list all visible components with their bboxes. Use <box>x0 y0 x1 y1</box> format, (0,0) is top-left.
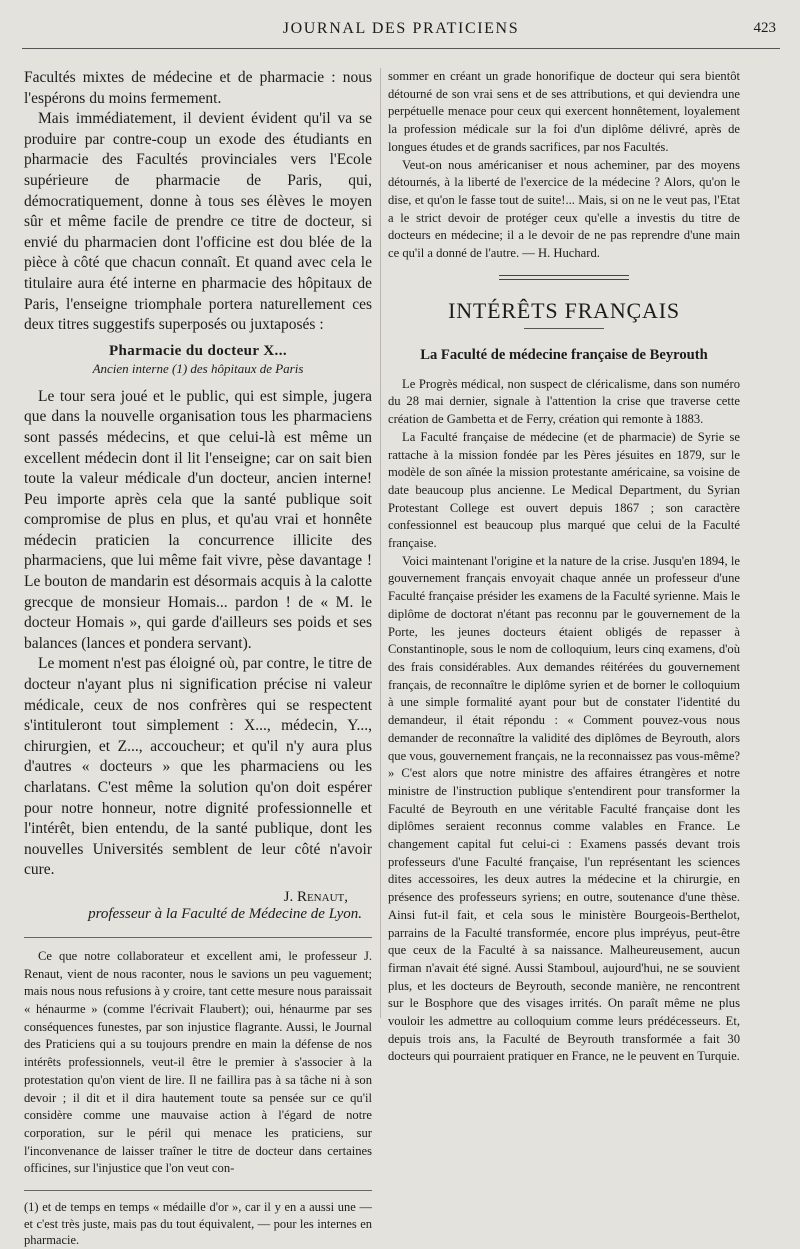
author-signature-name: J. Renaut, <box>283 888 348 905</box>
continuation-paragraph: sommer en créant un grade honorifique de docteur qui sera bientôt détourné de son vrai sens et de ses attributions, et qui deviendra une perpétuelle menace pour ceux qui exercent honnêtement, loyalement la profession médicale sur la foi d'un diplôme délivré, après de longues études et de grands sacrifices, par nos Facultés. <box>388 69 740 154</box>
editor-note: Ce que notre collaborateur et excellent ami, le professeur J. Renaut, vient de nous raconter, nous le savions un peu vaguement; mais nous nous refusions à y croire, tant cette mesure nous paraissait « hénaurme » (comme l'écrivait Flaubert); oui, hénaurme par ses conséquences funestes, par son injustice flagrante. Aussi, le Journal des Praticiens qui a su toujours prendre en main la défense de nos intérêts professionnels, veut-il être le premier à s'associer à la protestation qu'on vient de lire. Il ne faillira pas à sa tâche ni à son devoir ; il dit et il dira hautement toute sa pensée sur ce qu'il considère comme une mauvaise action à l'égard de notre corporation, sur le péril qui menace les praticiens, sur l'inconvenance de laisser traîner le titre de docteur dans certaines officines, sur l'injustice que l'on veut con- <box>24 948 372 1176</box>
section-separator <box>499 275 629 280</box>
running-header <box>22 14 780 49</box>
right-column <box>388 68 740 1066</box>
body-paragraph: Le tour sera joué et le public, qui est simple, jugera que dans la nouvelle organisation tous les pharmaciens sont passés médecins, et que celui-là est même un excellent médecin dont il lit l'enseigne; car on sait bien toute la valeur médicale d'un docteur, ancien interne! Peu importe après cela que la santé publique soit compromise de plus en plus, et qu'au vrai et honnête médecin praticien la concurrence illicite des pharmaciens, que lui même fait vivre, pèse davantage ! Le bouton de mandarin est désormais acquis à la calotte grecque de monsieur Homais... pardon ! de « M. le docteur Homais », qui garde d'ailleurs ses poids et ses balances (lances et pondera servant). <box>24 387 372 652</box>
column-divider <box>380 68 381 1018</box>
running-title: JOURNAL DES PRATICIENS <box>282 20 520 37</box>
body-paragraph: Mais immédiatement, il devient évident qu'il va se produire par contre-coup un exode des étudiants en pharmacie des Facultés provinciales vers l'Ecole supérieure de pharmacie de Paris, qui, démocratiquement, donne à tous ses élèves le moyen sûr et même facile de prendre ce titre de docteur, si envié du pharmacien dont l'officine est dou blée de la pièce à côté que chacun connaît. Et quand avec cela le titulaire aura été interne en pharmacie des hôpitaux de Paris, l'enseigne triomphale portera naturellement ces deux titres suggestifs superposés ou juxtaposés : <box>24 110 372 334</box>
body-paragraph: Facultés mixtes de médecine et de pharmacie : nous l'espérons du moins fermement. <box>24 69 372 107</box>
sign-subheading: Ancien interne (1) des hôpitaux de Paris <box>92 360 304 376</box>
article-paragraph: La Faculté française de médecine (et de pharmacie) de Syrie se rattache à la mission fondée par les Pères jésuites en 1879, sur le modèle de son aînée la mission protestante américaine, sa voisine de date beaucoup plus ancienne. Le Medical Department, du Syrian Protestant College est ouvert depuis 1867 ; son caractère confessionnel est beaucoup plus marqué que celui de la Faculté française. <box>388 429 740 551</box>
section-title: INTÉRÊTS FRANÇAIS <box>448 297 680 323</box>
footnote: (1) et de temps en temps « médaille d'or », car il y en a aussi une — et c'est très juste, mais pas du tout équivalent, — pour les internes en pharmacie. <box>24 1200 372 1248</box>
body-paragraph: Le moment n'est pas éloigné où, par contre, le titre de docteur n'ayant plus ni signification précise ni valeur médicale, ceux de nos confrères qui se respectent s'intituleront tout simplement : X..., médecin, Y..., chirurgien, et Z..., accoucheur; et qu'il n'y aura plus d'autres « docteurs » que les pharmaciens ou les charlatans. C'est même la solution qu'on doit espérer pour notre honneur, notre dignité professionnelle et l'intérêt, bien entendu, de la santé publique, dont les nouvelles Universités semblent de leur côté n'avoir cure. <box>24 655 372 879</box>
article-paragraph: Voici maintenant l'origine et la nature de la crise. Jusqu'en 1894, le gouvernement français envoyait chaque année un professeur d'une Faculté française présider les examens de la Faculté syrienne. Mais le diplôme de doctorat n'étant pas reconnu par le gouvernement de la Porte, les jeunes docteurs étaient obligés de repasser à Constantinople, sous le nom de colloquium, leurs cinq examens, d'où des frais considérables. Aux demandes réitérées du gouvernement français, de reconnaître le diplôme syrien et de borner le colloquium à une simple formalité ayant pour but de constater l'identité du demandeur, il était répondu : « Comment pouvez-vous nous demander de reconnaître la validité des diplômes de Beyrouth, alors que vous, gouvernement français, ne la reconnaissez pas vous-même? » C'est alors que notre ministre des affaires étrangères et notre ministre de l'instruction publique s'entendirent pour transformer la Faculté de Beyrouth en une véritable Faculté française dont les diplômes seraient reconnus comme valables en France. Le changement capital fut celui-ci : Examens passés devant trois professeurs d'une Faculté française, l'un représentant les sciences dites accessoires, les deux autres la médecine et la chirurgie, en présence des professeurs syriens; en outre, soutenance d'une thèse. Ainsi fut-il fait, et cela sous le ministère Bourgeois-Berthelot, parrains de la Faculté transformée, encore plus impréyus, peut-être que ceux de la Faculté à sa naissance. Malheureusement, aucun firman n'avait été signé. Aussi Stamboul, aujourd'hui, ne se souvient plus, et les docteurs de Beyrouth, seconde manière, ne rencontrent sur le Bosphore que des visages irrités. On paraît même ne plus vouloir les admettre au colloquium comme leurs prédécesseurs. Et, depuis trois ans, la Faculté de Beyrouth transformée a fait 30 docteurs qui pourraient pratiquer en France, ne le peuvent en Turquie. <box>388 553 740 1064</box>
sign-heading: Pharmacie du docteur X... <box>108 342 288 359</box>
article-title: La Faculté de médecine française de Beyrouth <box>420 346 708 363</box>
article-paragraph: Le Progrès médical, non suspect de cléricalisme, dans son numéro du 28 mai dernier, signale à l'attention la crise que traverse cette création de Gambetta et de Ferry, création qui remonte à 1883. <box>388 376 740 427</box>
footnote-rule <box>24 1190 372 1191</box>
separator-rule <box>24 937 372 938</box>
page-number: 423 <box>753 20 776 36</box>
left-column <box>24 68 372 1249</box>
closing-paragraph: Veut-on nous américaniser et nous acheminer, par des moyens détournés, à la liberté de l'exercice de la médecine ? Alors, qu'on le dise, et qu'on le fasse tout de suite!... Mais, si on ne le veut pas, l'Etat a le strict devoir de protéger ceux qu'elle a investis du titre de docteurs en médecine; il a le devoir de ne pas reprendre d'une main ce qu'il a donné de l'autre. — H. Huchard. <box>388 157 740 261</box>
title-underline <box>524 328 604 329</box>
author-signature-title: professeur à la Faculté de Médecine de Lyon. <box>88 905 362 922</box>
